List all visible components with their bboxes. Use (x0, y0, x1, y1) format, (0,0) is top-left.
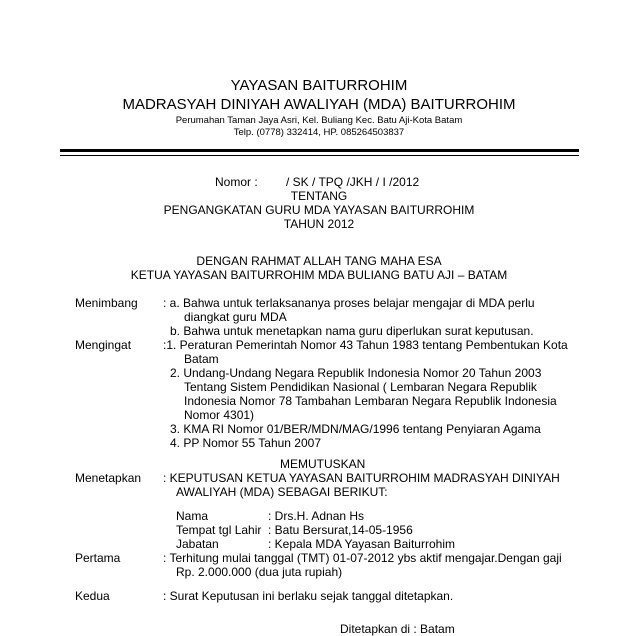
mengingat-item1b: Batam (184, 352, 219, 366)
decree-subject: PENGANGKATAN GURU MDA YAYASAN BAITURROHIM (163, 203, 475, 217)
menimbang-b: b. Bahwa untuk menetapkan nama guru diperlukan surat keputusan. (170, 324, 534, 338)
preamble-line1: DENGAN RAHMAT ALLAH TANG MAHA ESA (196, 254, 442, 268)
footer-partial: Ditetapkan di : Batam (340, 622, 455, 636)
mengingat-item2d: Nomor 4301) (184, 408, 255, 422)
identity-nama-value: : Drs.H. Adnan Hs (268, 509, 365, 523)
letterhead-rule-thick (60, 149, 579, 152)
kedua-text: : Surat Keputusan ini berlaku sejak tanggal ditetapkan. (163, 589, 454, 603)
pertama-line1: : Terhitung mulai tanggal (TMT) 01-07-2012 ybs aktif mengajar.Dengan gaji (163, 551, 562, 565)
decree-year: TAHUN 2012 (283, 217, 355, 231)
decree-about: TENTANG (290, 189, 348, 203)
menimbang-a2: diangkat guru MDA (184, 310, 287, 324)
menetapkan-line1: : KEPUTUSAN KETUA YAYASAN BAITURROHIM MADRASYAH DINIYAH (163, 471, 560, 485)
identity-jabatan-value: : Kepala MDA Yayasan Baiturrohim (268, 537, 455, 551)
menetapkan-line2: AWALIYAH (MDA) SEBAGAI BERIKUT: (176, 485, 388, 499)
identity-ttl-value: : Batu Bersurat,14-05-1956 (268, 523, 413, 537)
mengingat-item3: 3. KMA RI Nomor 01/BER/MDN/MAG/1996 tentang Penyiaran Agama (170, 422, 541, 436)
mengingat-item1a: :1. Peraturan Pemerintah Nomor 43 Tahun 1983 tentang Pembentukan Kota (163, 338, 568, 352)
letterhead-org: YAYASAN BAITURROHIM (230, 77, 408, 94)
mengingat-item4: 4. PP Nomor 55 Tahun 2007 (170, 436, 321, 450)
pertama-line2: Rp. 2.000.000 (dua juta rupiah) (176, 565, 343, 579)
kedua-label: Kedua (75, 589, 110, 603)
memutuskan-heading: MEMUTUSKAN (280, 457, 366, 471)
identity-nama-label: Nama (176, 509, 209, 523)
decree-number-label: Nomor : (215, 175, 258, 189)
mengingat-label: Mengingat (75, 338, 132, 352)
menimbang-label: Menimbang (75, 296, 138, 310)
pertama-label: Pertama (75, 551, 121, 565)
menetapkan-label: Menetapkan (75, 471, 142, 485)
identity-ttl-label: Tempat tgl Lahir (176, 523, 262, 537)
letterhead-phone: Telp. (0778) 332414, HP. 085264503837 (233, 127, 405, 138)
letterhead-address: Perumahan Taman Jaya Asri, Kel. Buliang Kec. Batu Aji-Kota Batam (175, 115, 463, 126)
letterhead-school: MADRASYAH DINIYAH AWALIYAH (MDA) BAITURROHIM (122, 96, 516, 113)
mengingat-item2b: Tentang Sistem Pendidikan Nasional ( Lembaran Negara Republik (184, 380, 537, 394)
mengingat-item2c: Indonesia Nomor 78 Tambahan Lembaran Negara Republik Indonesia (184, 394, 557, 408)
decree-number-value: / SK / TPQ /JKH / I /2012 (286, 175, 420, 189)
mengingat-item2a: 2. Undang-Undang Negara Republik Indonesia Nomor 20 Tahun 2003 (170, 366, 542, 380)
letterhead-rule-thin (60, 155, 579, 156)
identity-jabatan-label: Jabatan (176, 537, 219, 551)
menimbang-a1: : a. Bahwa untuk terlaksananya proses belajar mengajar di MDA perlu (163, 296, 535, 310)
preamble-line2: KETUA YAYASAN BAITURROHIM MDA BULIANG BATU AJI – BATAM (130, 268, 508, 282)
